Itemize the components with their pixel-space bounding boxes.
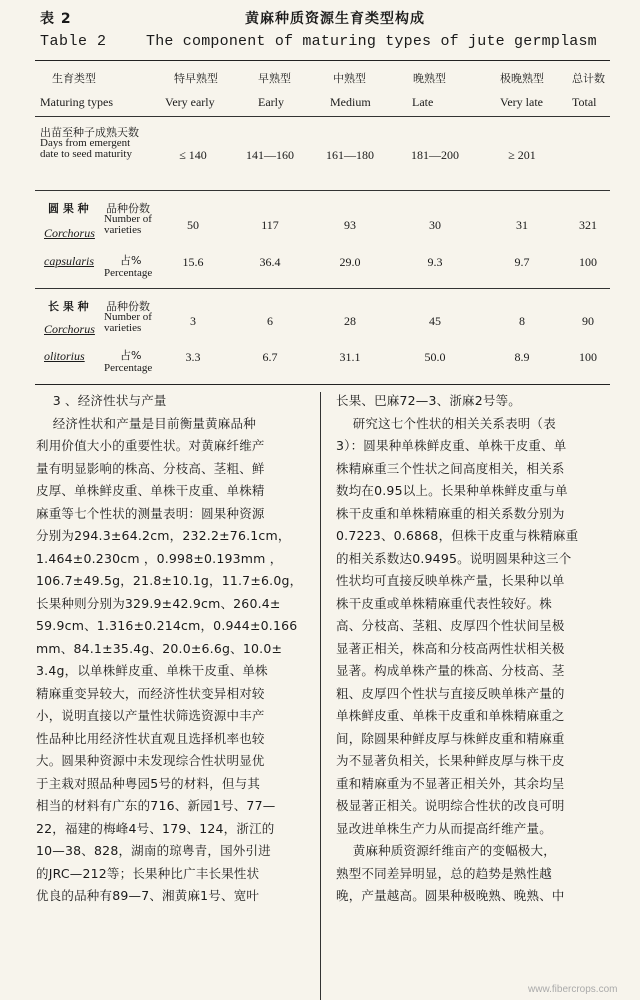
right-text-line: 0.7223、0.6868，但株干皮重与株精麻重 [336, 528, 579, 543]
left-text-line: 1.464±0.230cm ，0.998±0.193mm ， [36, 550, 283, 566]
right-text-line: 晚，产量越高。圆果种极晚熟、晚熟、中 [336, 888, 565, 903]
header-en-3: Medium [330, 95, 371, 109]
header-zh-2: 早熟型 [258, 72, 291, 85]
right-text-line: 熟型不同差异明显，总的趋势是熟性越 [336, 865, 552, 881]
left-text-line: 106.7±49.5g，21.8±10.1g，11.7±6.0g， [36, 573, 303, 588]
left-text-line: 的JRC—212等；长果种比广丰长果性状 [36, 865, 260, 881]
cell-value: 9.3 [427, 255, 443, 269]
right-text-line: 为不显著负相关，长果种鲜皮厚与株干皮 [336, 753, 565, 768]
right-text-column [336, 390, 578, 908]
row-label-zh: 品种份数 [106, 202, 150, 215]
cell-value: 93 [344, 218, 356, 232]
left-text-line: 精麻重变异较大，而经济性状变异相对较 [36, 685, 265, 701]
table-title-zh: 黄麻种质资源生育类型构成 [245, 11, 425, 27]
header-en-2: Early [258, 95, 284, 109]
right-text-line: 显著。构成单株产量的株高、分枝高、茎 [336, 663, 565, 678]
row-label-zh: 品种份数 [106, 300, 150, 313]
row-label-en: Number of varieties [104, 213, 152, 236]
header-zh-5: 极晚熟型 [500, 72, 544, 85]
right-text-line: 显著正相关，株高和分枝高两性状相关极 [336, 640, 565, 656]
left-text-line: mm、84.1±35.4g、20.0±6.6g、10.0± [36, 640, 283, 656]
right-text-line: 极显著正相关。说明综合性状的改良可明 [336, 798, 565, 813]
left-text-line: 分别为294.3±64.2cm，232.2±76.1cm， [36, 528, 291, 543]
group-latin-1: Corchorus [44, 322, 95, 336]
right-text-line: 数均在0.95以上。长果种单株鲜皮重与单 [336, 483, 568, 498]
days-value-4: ≥ 201 [508, 148, 536, 162]
table-label-zh: 表 2 [40, 11, 72, 27]
cell-value: 29.0 [339, 255, 361, 269]
right-text-line: 株精麻重三个性状之间高度相关，相关系 [336, 460, 565, 476]
cell-value: 9.7 [514, 255, 530, 269]
days-value-2: 161—180 [326, 148, 374, 162]
cell-value: 100 [579, 255, 597, 269]
table-label-en: Table 2 [40, 33, 107, 50]
header-zh-3: 中熟型 [333, 72, 366, 85]
header-rule [35, 116, 610, 117]
left-text-line: 量有明显影响的株高、分枝高、茎粗、鲜 [36, 460, 265, 476]
days-label-en: Days from emergent date to seed maturity [40, 137, 132, 160]
right-text-line: 长果、巴麻72—3、浙麻2号等。 [336, 393, 522, 408]
days-label-zh: 出苗至种子成熟天数 [40, 126, 139, 139]
left-text-line: 性品种比用经济性状直观且选择机率也较 [36, 730, 265, 746]
left-text-column [36, 390, 302, 908]
left-text-line: 3.4g，以单株鲜皮重、单株干皮重、单株 [36, 663, 268, 678]
table-bottom-rule [35, 384, 610, 385]
group-rule [35, 288, 610, 289]
header-en-4: Late [412, 95, 434, 109]
cell-value: 90 [582, 314, 594, 328]
cell-value: 45 [429, 314, 441, 328]
cell-value: 50 [187, 218, 199, 232]
row-label-en: Percentage [104, 362, 153, 374]
cell-value: 31.1 [339, 350, 361, 364]
left-text-line: 相当的材料有广东的716、新园1号、77— [36, 798, 276, 813]
left-text-line: 利用价值大小的重要性状。对黄麻纤维产 [36, 438, 265, 453]
days-value-3: 181—200 [411, 148, 459, 162]
row-label-zh: 占% [120, 254, 142, 267]
watermark-text: www.fibercrops.com [528, 984, 618, 995]
header-zh-6: 总计数 [572, 72, 605, 85]
cell-value: 8.9 [514, 350, 530, 364]
left-text-line: 3 、经济性状与产量 [36, 393, 167, 408]
cell-value: 6.7 [262, 350, 278, 364]
right-text-line: 间，除圆果种鲜皮厚与株鲜皮重和精麻重 [336, 730, 565, 746]
cell-value: 8 [519, 314, 525, 328]
right-text-line: 的相关系数达0.9495。说明圆果种这三个 [336, 550, 572, 566]
header-zh-4: 晚熟型 [413, 72, 446, 85]
days-rule [35, 190, 610, 191]
right-text-line: 单株鲜皮重、单株干皮重和单株精麻重之 [336, 708, 565, 723]
right-text-line: 黄麻种质资源纤维亩产的变幅极大， [336, 843, 556, 858]
left-text-line: 10—38、828，湖南的琼粤青，国外引进 [36, 843, 271, 858]
cell-value: 50.0 [424, 350, 446, 364]
table-title-en: The component of maturing types of jute germplasm [146, 33, 597, 50]
cell-value: 6 [267, 314, 273, 328]
days-value-1: 141—160 [246, 148, 294, 162]
group-latin-1: Corchorus [44, 226, 95, 240]
header-en-1: Very early [165, 95, 215, 109]
right-text-line: 株干皮重和单株精麻重的相关系数分别为 [336, 505, 565, 521]
row-label-zh: 占% [120, 349, 142, 362]
left-text-line: 麻重等七个性状的测量表明：圆果种资源 [36, 505, 265, 521]
cell-value: 117 [261, 218, 279, 232]
column-divider [320, 392, 321, 1000]
right-text-line: 显改进单株生产力从而提高纤维产量。 [336, 820, 552, 836]
right-text-line: 高、分枝高、茎粗、皮厚四个性状间呈极 [336, 618, 565, 633]
left-text-line: 长果种则分别为329.9±42.9cm、260.4± [36, 595, 281, 611]
left-text-line: 大。圆果种资源中未发现综合性状明显优 [36, 753, 265, 768]
header-en-6: Total [572, 95, 597, 109]
cell-value: 28 [344, 314, 356, 328]
left-text-line: 59.9cm、1.316±0.214cm，0.944±0.166 [36, 618, 298, 633]
right-text-line: 株干皮重或单株精麻重代表性较好。株 [336, 595, 552, 611]
cell-value: 30 [429, 218, 441, 232]
row-label-en: Number of varieties [104, 311, 152, 334]
cell-value: 321 [579, 218, 597, 232]
left-text-line: 22，福建的梅峰4号、179、124，浙江的 [36, 820, 275, 836]
cell-value: 100 [579, 350, 597, 364]
right-text-line: 重和精麻重为不显著正相关外，其余均呈 [336, 775, 565, 791]
cell-value: 31 [516, 218, 528, 232]
right-text-line: 粗、皮厚四个性状与直接反映单株产量的 [336, 685, 565, 701]
header-zh-0: 生育类型 [52, 72, 96, 85]
header-en-5: Very late [500, 95, 543, 109]
left-text-line: 于主栽对照品种粤园5号的材料，但与其 [36, 775, 261, 791]
header-zh-1: 特早熟型 [174, 72, 218, 85]
left-text-line: 皮厚、单株鲜皮重、单株干皮重、单株精 [36, 483, 265, 498]
left-text-line: 小，说明直接以产量性状筛选资源中丰产 [36, 708, 265, 723]
cell-value: 3 [190, 314, 196, 328]
group-latin-2: olitorius [44, 349, 85, 363]
group-name-zh: 圆 果 种 [48, 202, 89, 215]
right-text-line: 性状均可直接反映单株产量，长果种以单 [336, 573, 565, 588]
days-value-0: ≤ 140 [179, 148, 207, 162]
cell-value: 3.3 [185, 350, 201, 364]
row-label-en: Percentage [104, 267, 153, 279]
group-latin-2: capsularis [44, 254, 95, 268]
group-name-zh: 长 果 种 [48, 300, 89, 313]
cell-value: 15.6 [182, 255, 204, 269]
table-top-rule [35, 60, 610, 61]
right-text-line: 3）：圆果种单株鲜皮重、单株干皮重、单 [336, 438, 567, 453]
right-text-line: 研究这七个性状的相关关系表明（表 [336, 415, 556, 431]
left-text-line: 优良的品种有89—7、湘黄麻1号、宽叶 [36, 888, 260, 903]
left-text-line: 经济性状和产量是目前衡量黄麻品种 [36, 415, 256, 431]
header-en-0: Maturing types [40, 95, 113, 109]
cell-value: 36.4 [259, 255, 281, 269]
